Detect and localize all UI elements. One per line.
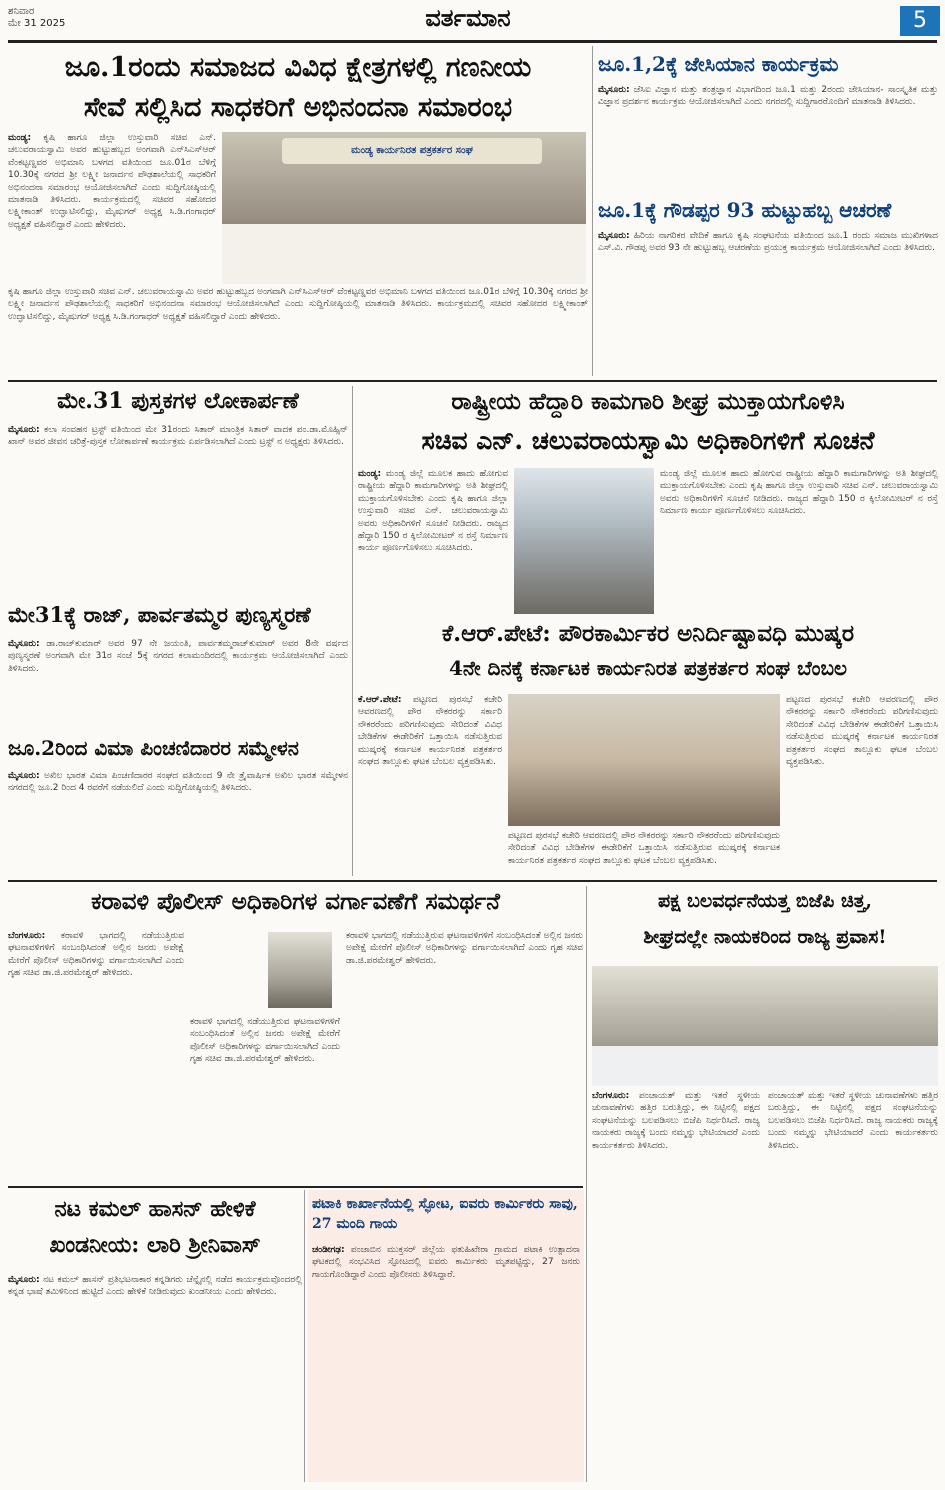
article-bjp — [592, 886, 938, 1482]
column-rule — [592, 46, 593, 376]
dateline: ಚಂಡೀಗಢ: — [312, 1245, 345, 1255]
parameshwara-photo — [268, 932, 332, 1008]
dateline: ಮಂಡ್ಯ: — [8, 133, 32, 143]
kr-pete-photo — [508, 694, 780, 826]
article-lead: ನಟ ಕಮಲ್ ಹಾಸನ್ ಪ್ರತಿಭಟನಾಕಾರ ಕನ್ನಡಿಗರು ಚೆನ್ನೈನಲ್ಲಿ ನಡೆದ ಕಾರ್ಯಕ್ರಮವೊಂದರಲ್ಲಿ ಕನ್ನಡ ಭಾಷೆ ತಮಿಳಿನಿಂದ ಹುಟ್ಟಿದೆ ಎಂದು ಹೇಳಿಕೆ ನೀಡಿರುವುದು ಖಂಡನೀಯ ಎಂದು ಹೇಳಿದರು. — [8, 1275, 302, 1298]
masthead-date — [8, 6, 128, 30]
article-gowdapura — [598, 196, 938, 376]
headline-bjp-1: ಪಕ್ಷ ಬಲವರ್ಧನೆಯತ್ತ ಬಿಜೆಪಿ ಚಿತ್ತ, — [657, 890, 873, 912]
article-lead: ಹಿರಿಯ ನಾಗರಿಕರ ವೇದಿಕೆ ಹಾಗೂ ಕೃಷಿ ಸಂಘಟನೆಯ ವತಿಯಿಂದ ಜೂ.1 ರಂದು ಸಮಾಜ ಮುಖಿಗಳಾದ ಎಸ್.ವಿ. ಗೌಡಪ್ಪ ಅವರ 93 ನೇ ಹುಟ್ಟುಹಬ್ಬ ಆಚರಣೆಯ ಪ್ರಯುಕ್ತ ಕಾರ್ಯಕ್ರಮ ಆಯೋಜಿಸಲಾಗಿದೆ ಎಂದು ತಿಳಿಸಿದರು. — [598, 231, 938, 254]
article-lead: ಕಲಾ ಸಂವಹನ ಟ್ರಸ್ಟ್ ವತಿಯಿಂದ ಮೇ 31ರಂದು ಸಿತಾರ್ ಮಾಂತ್ರಿಕ ಸಿತಾರ್ ವಾದಕ ಪಂ.ಡಾ.ಮೊಹ್ಸಿನ್ ಖಾನ್ ಅವರ ಜೀವನ ಚರಿತ್ರೆ-ಪುಸ್ತಕ ಲೋಕಾರ್ಪಣೆ ಕಾರ್ಯಕ್ರಮ ಏರ್ಪಡಿಸಲಾಗಿದೆ ಎಂದು ಟ್ರಸ್ಟ್ ನ ಅಧ್ಯಕ್ಷರು ತಿಳಿಸಿದರು. — [8, 425, 348, 448]
article-books-text — [8, 424, 348, 594]
bjp-photo — [592, 966, 938, 1086]
headline-highway-2: ಸಚಿವ ಎನ್. ಚಲುವರಾಯಸ್ವಾಮಿ ಅಧಿಕಾರಿಗಳಿಗೆ ಸೂಚನೆ — [421, 426, 875, 455]
article-raj — [8, 600, 348, 730]
article-books — [8, 386, 348, 596]
headline-bjp-2: ಶೀಘ್ರದಲ್ಲೇ ನಾಯಕರಿಂದ ರಾಜ್ಯ ಪ್ರವಾಸ! — [643, 926, 887, 948]
headline-jci: ಜೂ.1,2ಕ್ಕೆ ಜೇಸಿಯಾನ ಕಾರ್ಯಕ್ರಮ — [598, 52, 839, 76]
article-coastal-police-text — [8, 930, 184, 1180]
article-kamal — [8, 1190, 302, 1482]
article-lead: ಪಟ್ಟಣದ ಪುರಸಭೆ ಕಚೇರಿ ಆವರಣದಲ್ಲಿ ಪೌರ ನೌಕರರನ್ನು ಸರ್ಕಾರಿ ನೌಕರರೆಂದು ಪರಿಗಣಿಸುವುದು ಸೇರಿದಂತೆ ವಿವಿಧ ಬೇಡಿಕೆಗಳ ಈಡೇರಿಕೆಗೆ ಒತ್ತಾಯಿಸಿ ನಡೆಸುತ್ತಿರುವ ಮುಷ್ಕರಕ್ಕೆ ಕರ್ನಾಟಕ ಕಾರ್ಯನಿರತ ಪತ್ರಕರ್ತರ ಸಂಘದ ತಾಲ್ಲೂಕು ಘಟಕ ಬೆಂಬಲ ವ್ಯಕ್ತಪಡಿಸಿತು. — [358, 695, 502, 768]
article-lead: ಪಂಜಾಬಿನ ಮುಕ್ತಸರ್ ಜಿಲ್ಲೆಯ ಫತುಹಿಖೇರಾ ಗ್ರಾಮದ ಪಟಾಕಿ ಉತ್ಪಾದನಾ ಘಟಕದಲ್ಲಿ ಸಂಭವಿಸಿದ ಸ್ಫೋಟದಲ್ಲಿ ಐವರು ಕಾರ್ಮಿಕರು ಮೃತಪಟ್ಟಿದ್ದು, 27 ಜನರು ಗಾಯಗೊಂಡಿದ್ದಾರೆ ಎಂದು ಪೊಲೀಸರು ತಿಳಿಸಿದ್ದಾರೆ. — [312, 1245, 580, 1280]
headline-felicitation-2: ಸೇವೆ ಸಲ್ಲಿಸಿದ ಸಾಧಕರಿಗೆ ಅಭಿನಂದನಾ ಸಮಾರಂಭ — [83, 92, 513, 123]
article-felicitation — [8, 46, 588, 286]
dateline: ಬೆಂಗಳೂರು: — [8, 931, 46, 941]
column-rule — [586, 886, 587, 1482]
highway-photo — [514, 468, 654, 614]
dateline: ಮೈಸೂರು: — [8, 1275, 40, 1285]
article-highway — [358, 386, 938, 616]
section-rule — [8, 880, 937, 882]
dateline: ಮಂಡ್ಯ: — [358, 469, 382, 479]
article-kr-pete-text — [358, 694, 502, 874]
dateline: ಮೈಸೂರು: — [8, 771, 40, 781]
article-lead-continued: ಕರಾವಳಿ ಭಾಗದಲ್ಲಿ ನಡೆಯುತ್ತಿರುವ ಘಟನಾವಳಿಗಳಿಗೆ ಸಂಬಂಧಿಸಿದಂತೆ ಅಲ್ಲಿನ ಜನರು ಅಪೇಕ್ಷೆ ಮೇರೆಗೆ ಪೊಲೀಸ್ ಅಧಿಕಾರಿಗಳನ್ನು ವರ್ಗಾಯಿಸಲಾಗಿದೆ ಎಂದು ಗೃಹ ಸಚಿವ ಡಾ.ಜಿ.ಪರಮೇಶ್ವರ್ ಹೇಳಿದರು. — [346, 931, 583, 966]
table-cloth — [592, 1046, 938, 1086]
article-lead-continued: ಕರಾವಳಿ ಭಾಗದಲ್ಲಿ ನಡೆಯುತ್ತಿರುವ ಘಟನಾವಳಿಗಳಿಗೆ ಸಂಬಂಧಿಸಿದಂತೆ ಅಲ್ಲಿನ ಜನರು ಅಪೇಕ್ಷೆ ಮೇರೆಗೆ ಪೊಲೀಸ್ ಅಧಿಕಾರಿಗಳನ್ನು ವರ್ಗಾಯಿಸಲಾಗಿದೆ ಎಂದು ಗೃಹ ಸಚಿವ ಡಾ.ಜಿ.ಪರಮೇಶ್ವರ್ ಹೇಳಿದರು. — [190, 1017, 340, 1065]
headline-pension: ಜೂ.2ರಿಂದ ವಿಮಾ ಪಿಂಚಣಿದಾರರ ಸಮ್ಮೇಳನ — [8, 736, 299, 760]
article-jci-text — [598, 84, 938, 194]
article-coastal-police-text-2 — [190, 1016, 340, 1180]
article-coastal-police — [8, 886, 583, 1182]
article-lead: ಡಾ.ರಾಜ್‌ಕುಮಾರ್ ಅವರ 97 ನೇ ಜಯಂತಿ, ಪಾರ್ವತಮ್ಮರಾಜ್‌ಕುಮಾರ್ ಅವರ 8ನೇ ವರ್ಷದ ಪುಣ್ಯಸ್ಮರಣೆ ಅಂಗವಾಗಿ ಮೇ 31ರ ಸಂಜೆ 5ಕ್ಕೆ ನಗರದ ಕಲಾಮಂದಿರದಲ್ಲಿ ಕಾರ್ಯಕ್ರಮ ಆಯೋಜಿಸಲಾಗಿದೆ ಎಂದು ತಿಳಿಸಿದರು. — [8, 639, 348, 674]
article-coastal-police-text-3 — [346, 930, 583, 1180]
masthead-date-text: ಮೇ 31 2025 — [8, 18, 66, 29]
headline-highway-1: ರಾಷ್ಟ್ರೀಯ ಹೆದ್ದಾರಿ ಕಾಮಗಾರಿ ಶೀಘ್ರ ಮುಕ್ತಾಯಗೊಳಿಸಿ — [451, 388, 845, 415]
article-felicitation-continued — [8, 286, 588, 366]
felicitation-photo — [222, 132, 586, 284]
dateline: ಮೈಸೂರು: — [598, 231, 630, 241]
article-pension — [8, 734, 348, 874]
article-lead: ಪಂಚಾಯತ್ ಮತ್ತು ಇತರೆ ಸ್ಥಳೀಯ ಚುನಾವಣೆಗಳು ಹತ್ತಿರ ಬರುತ್ತಿದ್ದು, ಈ ನಿಟ್ಟಿನಲ್ಲಿ ಪಕ್ಷದ ಸಂಘಟನೆಯನ್ನು ಬಲಪಡಿಸಲು ಬಿಜೆಪಿ ನಿರ್ಧರಿಸಿದೆ. ರಾಜ್ಯ ನಾಯಕರು ರಾಜ್ಯಕ್ಕೆ ಬಂದು ನಮ್ಮನ್ನು ಭೇಟಿಯಾದರೆ ಎಂದು ಕಾರ್ಯಕರ್ತರು ತಿಳಿಸಿದರು. — [592, 1091, 760, 1151]
dateline: ಕೆ.ಆರ್.ಪೇಟೆ: — [358, 695, 402, 705]
section-rule — [8, 1186, 583, 1188]
headline-felicitation-1: ಜೂ.1ರಂದು ಸಮಾಜದ ವಿವಿಧ ಕ್ಷೇತ್ರಗಳಲ್ಲಿ ಗಣನೀಯ — [64, 52, 532, 83]
headline-raj: ಮೇ31ಕ್ಕೆ ರಾಜ್, ಪಾರ್ವತಮ್ಮರ ಪುಣ್ಯಸ್ಮರಣೆ — [8, 602, 311, 627]
table-cloth — [222, 224, 586, 284]
article-lead-continued: ಪಟ್ಟಣದ ಪುರಸಭೆ ಕಚೇರಿ ಆವರಣದಲ್ಲಿ ಪೌರ ನೌಕರರನ್ನು ಸರ್ಕಾರಿ ನೌಕರರೆಂದು ಪರಿಗಣಿಸುವುದು ಸೇರಿದಂತೆ ವಿವಿಧ ಬೇಡಿಕೆಗಳ ಈಡೇರಿಕೆಗೆ ಒತ್ತಾಯಿಸಿ ನಡೆಸುತ್ತಿರುವ ಮುಷ್ಕರಕ್ಕೆ ಕರ್ನಾಟಕ ಕಾರ್ಯನಿರತ ಪತ್ರಕರ್ತರ ಸಂಘದ ತಾಲ್ಲೂಕು ಘಟಕ ಬೆಂಬಲ ವ್ಯಕ್ತಪಡಿಸಿತು. — [508, 831, 780, 866]
dateline: ಮೈಸೂರು: — [598, 85, 630, 95]
article-pension-text — [8, 770, 348, 872]
headline-kr-pete-1: ಕೆ.ಆರ್.ಪೇಟೆ: ಪೌರಕಾರ್ಮಿಕರ ಅನಿರ್ದಿಷ್ಟಾವಧಿ ಮುಷ್ಕರ — [441, 620, 855, 647]
column-rule — [304, 1190, 305, 1482]
article-lead: ಕೃಷಿ ಹಾಗೂ ಜಿಲ್ಲಾ ಉಸ್ತುವಾರಿ ಸಚಿವ ಎನ್. ಚಲುವರಾಯಸ್ವಾಮಿ ಅವರ ಹುಟ್ಟುಹಬ್ಬದ ಅಂಗವಾಗಿ ಎನ್‌ಸಿಎಸ್‌ಆರ್ ವೆಂಕಟ್ಟಣ್ಣವರ ಅಭಿಮಾನಿ ಬಳಗದ ವತಿಯಿಂದ ಜೂ.01ರ ಬೆಳಿಗ್ಗೆ 10.30ಕ್ಕೆ ನಗರದ ಶ್ರೀ ಲಕ್ಷ್ಮೀ ಜನಾರ್ದನ ಪೌಢಶಾಲೆಯಲ್ಲಿ ಸಾಧಕರಿಗೆ ಅಭಿನಂದನಾ ಸಮಾರಂಭ ಆಯೋಜಿಸಲಾಗಿದೆ ಎಂದು ಸುದ್ದಿಗೋಷ್ಠಿಯಲ್ಲಿ ಮಾತನಾಡಿ ತಿಳಿಸಿದರು. ಕಾರ್ಯಕ್ರಮದಲ್ಲಿ ಸಚಿವರ ಸಹೋದರ ಲಕ್ಷ್ಮೀಕಾಂತ್ ಉದ್ಘಾಟಿಸಲಿದ್ದು, ಮೈಷುಗರ್ ಅಧ್ಯಕ್ಷ ಸಿ.ಡಿ.ಗಂಗಾಧರ್ ಅಧ್ಯಕ್ಷತೆ ವಹಿಸಲಿದ್ದಾರೆ ಎಂದು ಹೇಳಿದರು. — [8, 133, 216, 230]
headline-kamal-2: ಖಂಡನೀಯ: ಲಾರಿ ಶ್ರೀನಿವಾಸ್ — [49, 1232, 261, 1258]
article-raj-text — [8, 638, 348, 728]
headline-books: ಮೇ.31 ಪುಸ್ತಕಗಳ ಲೋಕಾರ್ಪಣೆ — [57, 388, 299, 414]
article-lead-continued: ಪಂಚಾಯತ್ ಮತ್ತು ಇತರೆ ಸ್ಥಳೀಯ ಚುನಾವಣೆಗಳು ಹತ್ತಿರ ಬರುತ್ತಿದ್ದು, ಈ ನಿಟ್ಟಿನಲ್ಲಿ ಪಕ್ಷದ ಸಂಘಟನೆಯನ್ನು ಬಲಪಡಿಸಲು ಬಿಜೆಪಿ ನಿರ್ಧರಿಸಿದೆ. ರಾಜ್ಯ ನಾಯಕರು ರಾಜ್ಯಕ್ಕೆ ಬಂದು ನಮ್ಮನ್ನು ಭೇಟಿಯಾದರೆ ಎಂದು ಕಾರ್ಯಕರ್ತರು ತಿಳಿಸಿದರು. — [768, 1091, 938, 1151]
headline-coastal-police: ಕರಾವಳಿ ಪೊಲೀಸ್ ಅಧಿಕಾರಿಗಳ ವರ್ಗಾವಣೆಗೆ ಸಮರ್ಥನೆ — [91, 888, 500, 915]
masthead-title: ವರ್ತಮಾನ — [425, 3, 511, 32]
article-lead: ಮಂಡ್ಯ ಜಿಲ್ಲೆ ಮೂಲಕ ಹಾದು ಹೋಗುವ ರಾಷ್ಟ್ರೀಯ ಹೆದ್ದಾರಿ ಕಾಮಗಾರಿಗಳನ್ನು ಅತಿ ಶೀಘ್ರದಲ್ಲಿ ಮುಕ್ತಾಯಗೊಳಿಸಬೇಕು ಎಂದು ಕೃಷಿ ಹಾಗೂ ಜಿಲ್ಲಾ ಉಸ್ತುವಾರಿ ಸಚಿವ ಎನ್. ಚಲುವರಾಯಸ್ವಾಮಿ ಅವರು ಅಧಿಕಾರಿಗಳಿಗೆ ಸೂಚನೆ ನೀಡಿದರು. ರಾಜ್ಯದ ಹೆದ್ದಾರಿ 150 ರ ಕ್ಕಿಲೋಮೀಟರ್ ನ ರಸ್ತೆ ನಿರ್ಮಾಣ ಕಾರ್ಯ ಪೂರ್ಣಗೊಳಿಸಲು ಸೂಚಿಸಿದರು. — [358, 469, 508, 554]
section-rule — [8, 380, 937, 382]
article-highway-text-2 — [660, 468, 938, 614]
masthead-rule — [8, 40, 937, 43]
article-kamal-text — [8, 1274, 302, 1480]
article-highway-text — [358, 468, 508, 614]
article-kr-pete — [358, 618, 938, 876]
article-lead-continued: ಕೃಷಿ ಹಾಗೂ ಜಿಲ್ಲಾ ಉಸ್ತುವಾರಿ ಸಚಿವ ಎನ್. ಚಲುವರಾಯಸ್ವಾಮಿ ಅವರ ಹುಟ್ಟುಹಬ್ಬದ ಅಂಗವಾಗಿ ಎನ್‌ಸಿಎಸ್‌ಆರ್ ವೆಂಕಟ್ಟಣ್ಣವರ ಅಭಿಮಾನಿ ಬಳಗದ ವತಿಯಿಂದ ಜೂ.01ರ ಬೆಳಿಗ್ಗೆ 10.30ಕ್ಕೆ ನಗರದ ಶ್ರೀ ಲಕ್ಷ್ಮೀ ಜನಾರ್ದನ ಪೌಢಶಾಲೆಯಲ್ಲಿ ಸಾಧಕರಿಗೆ ಅಭಿನಂದನಾ ಸಮಾರಂಭ ಆಯೋಜಿಸಲಾಗಿದೆ ಎಂದು ಸುದ್ದಿಗೋಷ್ಠಿಯಲ್ಲಿ ಮಾತನಾಡಿ ತಿಳಿಸಿದರು. ಕಾರ್ಯಕ್ರಮದಲ್ಲಿ ಸಚಿವರ ಸಹೋದರ ಲಕ್ಷ್ಮೀಕಾಂತ್ ಉದ್ಘಾಟಿಸಲಿದ್ದು, ಮೈಷುಗರ್ ಅಧ್ಯಕ್ಷ ಸಿ.ಡಿ.ಗಂಗಾಧರ್ ಅಧ್ಯಕ್ಷತೆ ವಹಿಸಲಿದ್ದಾರೆ ಎಂದು ಹೇಳಿದರು. — [8, 287, 588, 322]
dateline: ಮೈಸೂರು: — [8, 639, 40, 649]
headline-kr-pete-2: 4ನೇ ದಿನಕ್ಕೆ ಕರ್ನಾಟಕ ಕಾರ್ಯನಿರತ ಪತ್ರಕರ್ತರ ಸಂಘ ಬೆಂಬಲ — [449, 656, 847, 680]
article-gowdapura-text — [598, 230, 938, 374]
article-kr-pete-text-2 — [508, 830, 780, 874]
column-rule — [352, 386, 353, 876]
page-number: 5 — [900, 6, 940, 36]
article-kr-pete-text-3 — [786, 694, 938, 874]
felicitation-banner: ಮಂಡ್ಯ ಕಾರ್ಯನಿರತ ಪತ್ರಕರ್ತರ ಸಂಘ — [282, 138, 542, 164]
headline-kamal-1: ನಟ ಕಮಲ್ ಹಾಸನ್ ಹೇಳಿಕೆ — [54, 1196, 256, 1222]
article-lead: ಜೆಸಿಐ ವಿಜ್ಞಾನ ಮತ್ತು ತಂತ್ರಜ್ಞಾನ ವಿಭಾಗದಿಂದ ಜೂ.1 ಮತ್ತು 2ರಂದು ಜೇಸಿಯಾನ- ಸಾಂಸ್ಕೃತಿಕ ಮತ್ತು ವಿಜ್ಞಾನ ಪ್ರದರ್ಶನ ಕಾರ್ಯಕ್ರಮ ಆಯೋಜಿಸಲಾಗಿದೆ ಎಂದು ನಗರದಲ್ಲಿ ಸುದ್ದಿಗಾರರೊಂದಿಗೆ ಮಾತನಾಡಿ ತಿಳಿಸಿದರು. — [598, 85, 938, 108]
dateline: ಬೆಂಗಳೂರು: — [592, 1091, 630, 1101]
headline-firecracker: ಪಟಾಕಿ ಕಾರ್ಖಾನೆಯಲ್ಲಿ ಸ್ಫೋಟ, ಐವರು ಕಾರ್ಮಿಕರು ಸಾವು, 27 ಮಂದಿ ಗಾಯ — [312, 1196, 578, 1232]
article-jci — [598, 48, 938, 196]
article-bjp-text-2 — [768, 1090, 938, 1480]
article-firecracker — [308, 1190, 584, 1482]
article-felicitation-text — [8, 132, 216, 284]
article-bjp-text — [592, 1090, 760, 1480]
article-lead-continued: ಪಟ್ಟಣದ ಪುರಸಭೆ ಕಚೇರಿ ಆವರಣದಲ್ಲಿ ಪೌರ ನೌಕರರನ್ನು ಸರ್ಕಾರಿ ನೌಕರರೆಂದು ಪರಿಗಣಿಸುವುದು ಸೇರಿದಂತೆ ವಿವಿಧ ಬೇಡಿಕೆಗಳ ಈಡೇರಿಕೆಗೆ ಒತ್ತಾಯಿಸಿ ನಡೆಸುತ್ತಿರುವ ಮುಷ್ಕರಕ್ಕೆ ಕರ್ನಾಟಕ ಕಾರ್ಯನಿರತ ಪತ್ರಕರ್ತರ ಸಂಘದ ತಾಲ್ಲೂಕು ಘಟಕ ಬೆಂಬಲ ವ್ಯಕ್ತಪಡಿಸಿತು. — [786, 695, 938, 768]
article-firecracker-text — [312, 1244, 580, 1480]
article-lead: ಕರಾವಳಿ ಭಾಗದಲ್ಲಿ ನಡೆಯುತ್ತಿರುವ ಘಟನಾವಳಿಗಳಿಗೆ ಸಂಬಂಧಿಸಿದಂತೆ ಅಲ್ಲಿನ ಜನರು ಅಪೇಕ್ಷೆ ಮೇರೆಗೆ ಪೊಲೀಸ್ ಅಧಿಕಾರಿಗಳನ್ನು ವರ್ಗಾಯಿಸಲಾಗಿದೆ ಎಂದು ಗೃಹ ಸಚಿವ ಡಾ.ಜಿ.ಪರಮೇಶ್ವರ್ ಹೇಳಿದರು. — [8, 931, 184, 979]
headline-gowdapura: ಜೂ.1ಕ್ಕೆ ಗೌಡಪ್ಪರ 93 ಹುಟ್ಟುಹಬ್ಬ ಆಚರಣೆ — [598, 198, 892, 222]
dateline: ಮೈಸೂರು: — [8, 425, 40, 435]
article-lead: ಅಖಿಲ ಭಾರತ ವಿಮಾ ಪಿಂಚಣಿದಾರರ ಸಂಘದ ವತಿಯಿಂದ 9 ನೇ ತ್ರೈವಾರ್ಷಿಕ ಅಖಿಲ ಭಾರತ ಸಮ್ಮೇಳನ ನಗರದಲ್ಲಿ ಜೂ.2 ರಿಂದ 4 ರವರೆಗೆ ನಡೆಯಲಿದೆ ಎಂದು ಸುದ್ದಿಗೋಷ್ಠಿಯಲ್ಲಿ ತಿಳಿಸಿದರು. — [8, 771, 348, 794]
masthead-day: ಶನಿವಾರ — [8, 6, 35, 17]
article-lead-continued: ಮಂಡ್ಯ ಜಿಲ್ಲೆ ಮೂಲಕ ಹಾದು ಹೋಗುವ ರಾಷ್ಟ್ರೀಯ ಹೆದ್ದಾರಿ ಕಾಮಗಾರಿಗಳನ್ನು ಅತಿ ಶೀಘ್ರದಲ್ಲಿ ಮುಕ್ತಾಯಗೊಳಿಸಬೇಕು ಎಂದು ಕೃಷಿ ಹಾಗೂ ಜಿಲ್ಲಾ ಉಸ್ತುವಾರಿ ಸಚಿವ ಎನ್. ಚಲುವರಾಯಸ್ವಾಮಿ ಅವರು ಅಧಿಕಾರಿಗಳಿಗೆ ಸೂಚನೆ ನೀಡಿದರು. ರಾಜ್ಯದ ಹೆದ್ದಾರಿ 150 ರ ಕ್ಕಿಲೋಮೀಟರ್ ನ ರಸ್ತೆ ನಿರ್ಮಾಣ ಕಾರ್ಯ ಪೂರ್ಣಗೊಳಿಸಲು ಸೂಚಿಸಿದರು. — [660, 469, 938, 517]
